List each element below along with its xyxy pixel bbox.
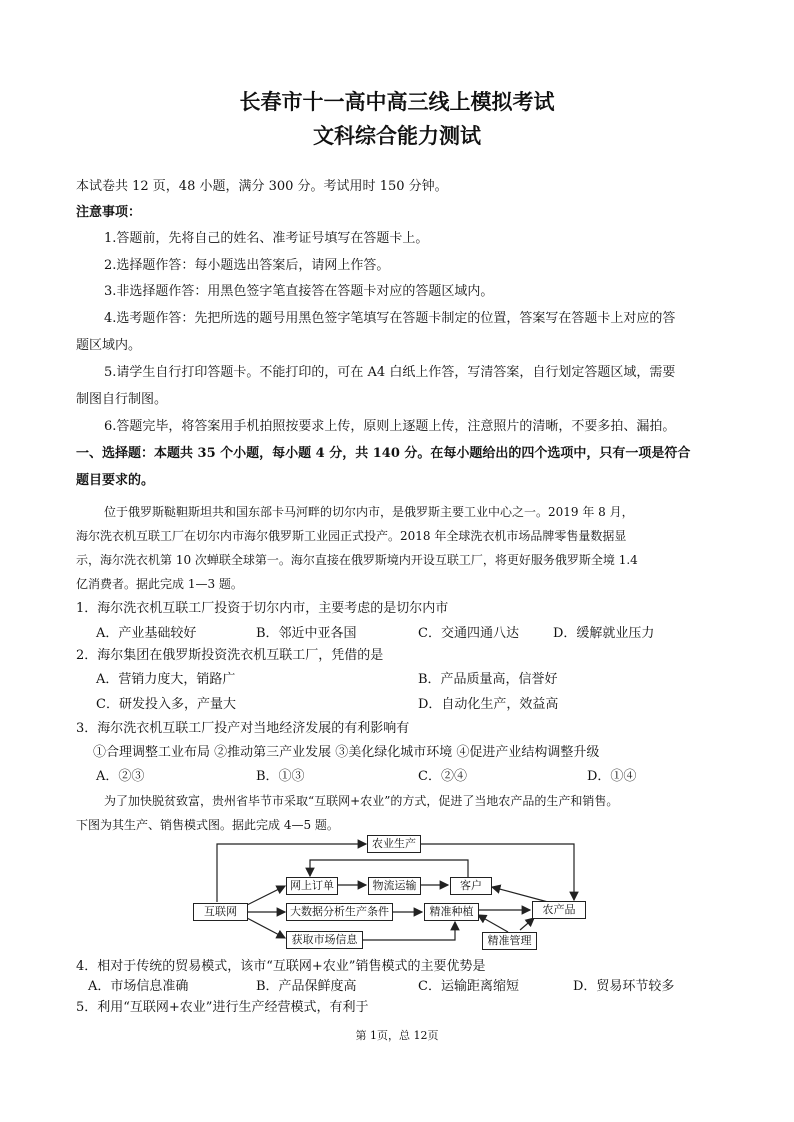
passage1-line4: 亿消费者。据此完成 1—3 题。 — [76, 577, 243, 591]
exam-subtitle: 文科综合能力测试 — [313, 124, 481, 148]
q4-stem: 4．相对于传统的贸易模式，该市“互联网+农业”销售模式的主要优势是 — [76, 959, 486, 974]
q1-option-c: C．交通四通八达 — [418, 626, 519, 641]
q4-option-a: A．市场信息准确 — [88, 979, 189, 994]
q1-option-d: D．缓解就业压力 — [553, 626, 655, 641]
section-heading-cont: 题目要求的。 — [76, 473, 155, 488]
passage1-line1: 位于俄罗斯鞑靼斯坦共和国东部卡马河畔的切尔内市，是俄罗斯主要工业中心之一。2019 年 8 月， — [104, 505, 634, 519]
node-precise-planting: 精准种植 — [424, 903, 479, 921]
node-precise-management: 精准管理 — [482, 932, 537, 950]
q1-option-b: B．邻近中亚各国 — [256, 626, 357, 641]
node-customer: 客户 — [450, 877, 492, 895]
page-footer: 第 1页，总 12页 — [355, 1029, 439, 1042]
passage2-line1: 为了加快脱贫致富，贵州省毕节市采取“互联网+农业”的方式，促进了当地农产品的生产和销售。 — [104, 794, 619, 808]
q3-option-a: A．②③ — [96, 769, 145, 784]
notice-2: 2.选择题作答：每小题选出答案后，请网上作答。 — [104, 258, 390, 273]
node-agri-production: 农业生产 — [367, 835, 421, 853]
notice-4: 4.选考题作答：先把所选的题号用黑色签字笔填写在答题卡制定的位置，答案写在答题卡上对应的答 — [104, 311, 676, 326]
q4-option-b: B．产品保鲜度高 — [256, 979, 357, 994]
q1-stem: 1．海尔洗衣机互联工厂投资于切尔内市，主要考虑的是切尔内市 — [76, 601, 449, 616]
node-farm-products: 农产品 — [532, 901, 586, 919]
notice-1: 1.答题前，先将自己的姓名、准考证号填写在答题卡上。 — [104, 231, 429, 246]
q5-stem: 5．利用“互联网+农业”进行生产经营模式，有利于 — [76, 1000, 369, 1015]
q3-option-d: D．①④ — [587, 769, 637, 784]
q4-option-c: C．运输距离缩短 — [418, 979, 519, 994]
q3-items: ①合理调整工业布局 ②推动第三产业发展 ③美化绿化城市环境 ④促进产业结构调整升级 — [93, 745, 600, 760]
q3-option-b: B．①③ — [256, 769, 305, 784]
q1-option-a: A．产业基础较好 — [96, 626, 197, 641]
q2-stem: 2．海尔集团在俄罗斯投资洗衣机互联工厂，凭借的是 — [76, 648, 384, 663]
node-online-order: 网上订单 — [286, 877, 338, 895]
exam-title: 长春市十一高中高三线上模拟考试 — [239, 90, 555, 114]
q3-stem: 3．海尔洗衣机互联工厂投产对当地经济发展的有利影响有 — [76, 721, 410, 736]
node-bigdata-analysis: 大数据分析生产条件 — [286, 903, 393, 921]
q2-option-a: A．营销力度大，销路广 — [96, 672, 236, 687]
q4-option-d: D．贸易环节较多 — [573, 979, 675, 994]
notice-heading: 注意事项： — [76, 205, 142, 220]
passage1-line3: 示，海尔洗衣机第 10 次蝉联全球第一。海尔直接在俄罗斯境内开设互联工厂，将更好服务俄罗斯全境 1.4 — [76, 553, 638, 567]
notice-5-cont: 制图自行制图。 — [76, 392, 168, 407]
notice-6: 6.答题完毕，将答案用手机拍照按要求上传，原则上逐题上传，注意照片的清晰，不要多拍、漏拍。 — [104, 419, 676, 434]
passage1-line2: 海尔洗衣机互联工厂在切尔内市海尔俄罗斯工业园正式投产。2018 年全球洗衣机市场品牌零售量数据显 — [76, 529, 627, 543]
exam-intro: 本试卷共 12 页，48 小题，满分 300 分。考试用时 150 分钟。 — [76, 179, 448, 194]
notice-4-cont: 题区域内。 — [76, 338, 142, 353]
q2-option-c: C．研发投入多，产量大 — [96, 697, 236, 712]
node-internet: 互联网 — [193, 903, 248, 921]
notice-3: 3.非选择题作答：用黑色签字笔直接答在答题卡对应的答题区域内。 — [104, 284, 494, 299]
passage2-line2: 下图为其生产、销售模式图。据此完成 4—5 题。 — [76, 818, 339, 832]
q3-option-c: C．②④ — [418, 769, 467, 784]
node-market-info: 获取市场信息 — [286, 931, 363, 949]
node-logistics: 物流运输 — [368, 877, 421, 895]
q2-option-d: D．自动化生产，效益高 — [418, 697, 559, 712]
q2-option-b: B．产品质量高，信誉好 — [418, 672, 558, 687]
notice-5: 5.请学生自行打印答题卡。不能打印的，可在 A4 白纸上作答，写清答案，自行划定答题区域，需要 — [104, 365, 676, 380]
section-heading: 一、选择题：本题共 35 个小题，每小题 4 分，共 140 分。在每小题给出的四个选项中，只有一项是符合 — [76, 446, 691, 461]
